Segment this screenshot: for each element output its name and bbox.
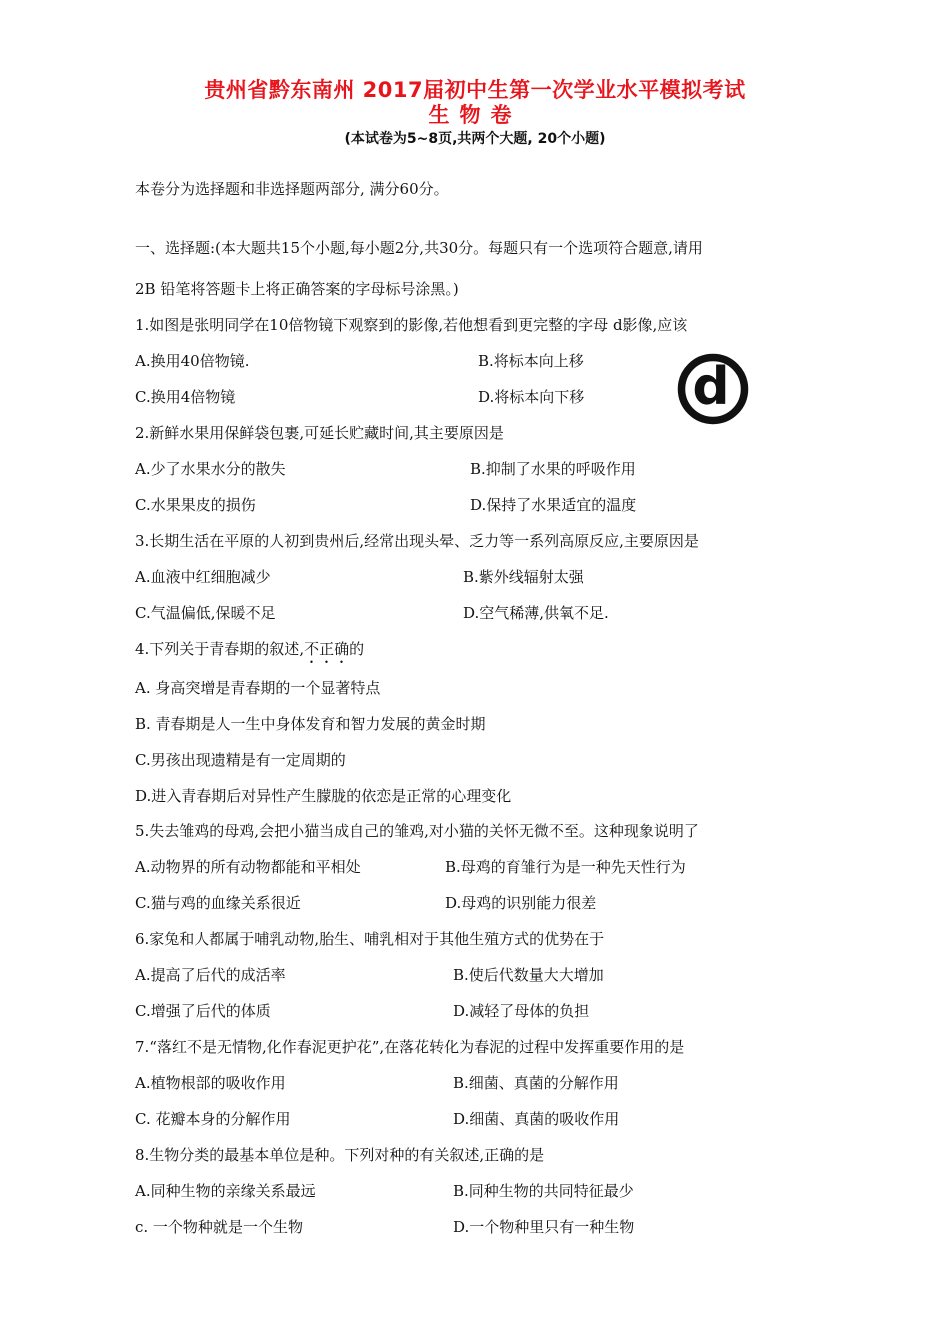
- q1-option-a: A.换用40倍物镜.: [135, 352, 250, 370]
- q6-option-d: D.减轻了母体的负担: [453, 1002, 590, 1020]
- q4-stem-pre: 4.下列关于青春期的叙述,: [135, 640, 305, 658]
- q7-option-b: B.细菌、真菌的分解作用: [453, 1074, 619, 1092]
- q3-option-d: D.空气稀薄,供氧不足.: [463, 604, 609, 622]
- q1-option-d: D.将标本向下移: [478, 388, 585, 406]
- q5-option-c: C.猫与鸡的血缘关系很近: [135, 894, 301, 912]
- q4-emphasis: 不正确: [304, 640, 350, 658]
- q7-option-d: D.细菌、真菌的吸收作用: [453, 1110, 620, 1128]
- question-5-stem: 5.失去雏鸡的母鸡,会把小猫当成自己的雏鸡,对小猫的关怀无微不至。这种现象说明了: [135, 822, 699, 840]
- q2-option-d: D.保持了水果适宜的温度: [470, 496, 637, 514]
- question-4-stem: [135, 639, 364, 667]
- q7-option-a: A.植物根部的吸收作用: [135, 1074, 286, 1092]
- title-line-1: 贵州省黔东南州 2017届初中生第一次学业水平模拟考试: [204, 78, 746, 102]
- q8-option-a: A.同种生物的亲缘关系最远: [135, 1182, 316, 1200]
- letter-d-figure-icon: [677, 353, 749, 425]
- q4-stem-post: 的: [349, 640, 365, 658]
- q5-option-b: B.母鸡的育雏行为是一种先天性行为: [445, 858, 686, 876]
- q1-option-c: C.换用4倍物镜: [135, 388, 236, 406]
- q5-option-a: A.动物界的所有动物都能和平相处: [135, 858, 361, 876]
- q5-option-d: D.母鸡的识别能力很差: [445, 894, 597, 912]
- q1-option-b: B.将标本向上移: [478, 352, 584, 370]
- q4-option-c: C.男孩出现遗精是有一定周期的: [135, 751, 346, 769]
- q8-option-b: B.同种生物的共同特征最少: [453, 1182, 634, 1200]
- q6-option-a: A.提高了后代的成活率: [135, 966, 286, 984]
- question-3-stem: 3.长期生活在平原的人初到贵州后,经常出现头晕、乏力等一系列高原反应,主要原因是: [135, 532, 699, 550]
- exam-subtitle: (本试卷为5~8页,共两个大题, 20个小题): [344, 131, 606, 147]
- q8-option-d: D.一个物种里只有一种生物: [453, 1218, 635, 1236]
- question-1-stem: 1.如图是张明同学在10倍物镜下观察到的影像,若他想看到更完整的字母 d影像,应该: [135, 316, 688, 334]
- q4-option-a: A. 身高突增是青春期的一个显著特点: [135, 679, 381, 697]
- q6-option-b: B.使后代数量大大增加: [453, 966, 604, 984]
- figure-glyph: d: [692, 357, 730, 417]
- q2-option-b: B.抑制了水果的呼吸作用: [470, 460, 636, 478]
- section-heading-line-2: 2B 铅笔将答题卡上将正确答案的字母标号涂黑。): [135, 280, 459, 298]
- question-7-stem: 7.“落红不是无情物,化作春泥更护花”,在落花转化为春泥的过程中发挥重要作用的是: [135, 1038, 685, 1056]
- q3-option-b: B.紫外线辐射太强: [463, 568, 584, 586]
- q3-option-c: C.气温偏低,保暖不足: [135, 604, 276, 622]
- q2-option-a: A.少了水果水分的散失: [135, 460, 286, 478]
- title-line-2: 生物卷: [428, 103, 522, 127]
- question-8-stem: 8.生物分类的最基本单位是种。下列对种的有关叙述,正确的是: [135, 1146, 545, 1164]
- intro-text: 本卷分为选择题和非选择题两部分, 满分60分。: [135, 180, 449, 198]
- q6-option-c: C.增强了后代的体质: [135, 1002, 271, 1020]
- q7-option-c: C. 花瓣本身的分解作用: [135, 1110, 291, 1128]
- section-heading-line-1: 一、选择题:(本大题共15个小题,每小题2分,共30分。每题只有一个选项符合题意,请用: [135, 239, 703, 257]
- q8-option-c: c. 一个物种就是一个生物: [135, 1218, 303, 1236]
- q2-option-c: C.水果果皮的损伤: [135, 496, 256, 514]
- q4-option-b: B. 青春期是人一生中身体发育和智力发展的黄金时期: [135, 715, 486, 733]
- q4-option-d: D.进入青春期后对异性产生朦胧的依恋是正常的心理变化: [135, 787, 512, 805]
- question-6-stem: 6.家兔和人都属于哺乳动物,胎生、哺乳相对于其他生殖方式的优势在于: [135, 930, 605, 948]
- question-2-stem: 2.新鲜水果用保鲜袋包裹,可延长贮藏时间,其主要原因是: [135, 424, 504, 442]
- q3-option-a: A.血液中红细胞减少: [135, 568, 271, 586]
